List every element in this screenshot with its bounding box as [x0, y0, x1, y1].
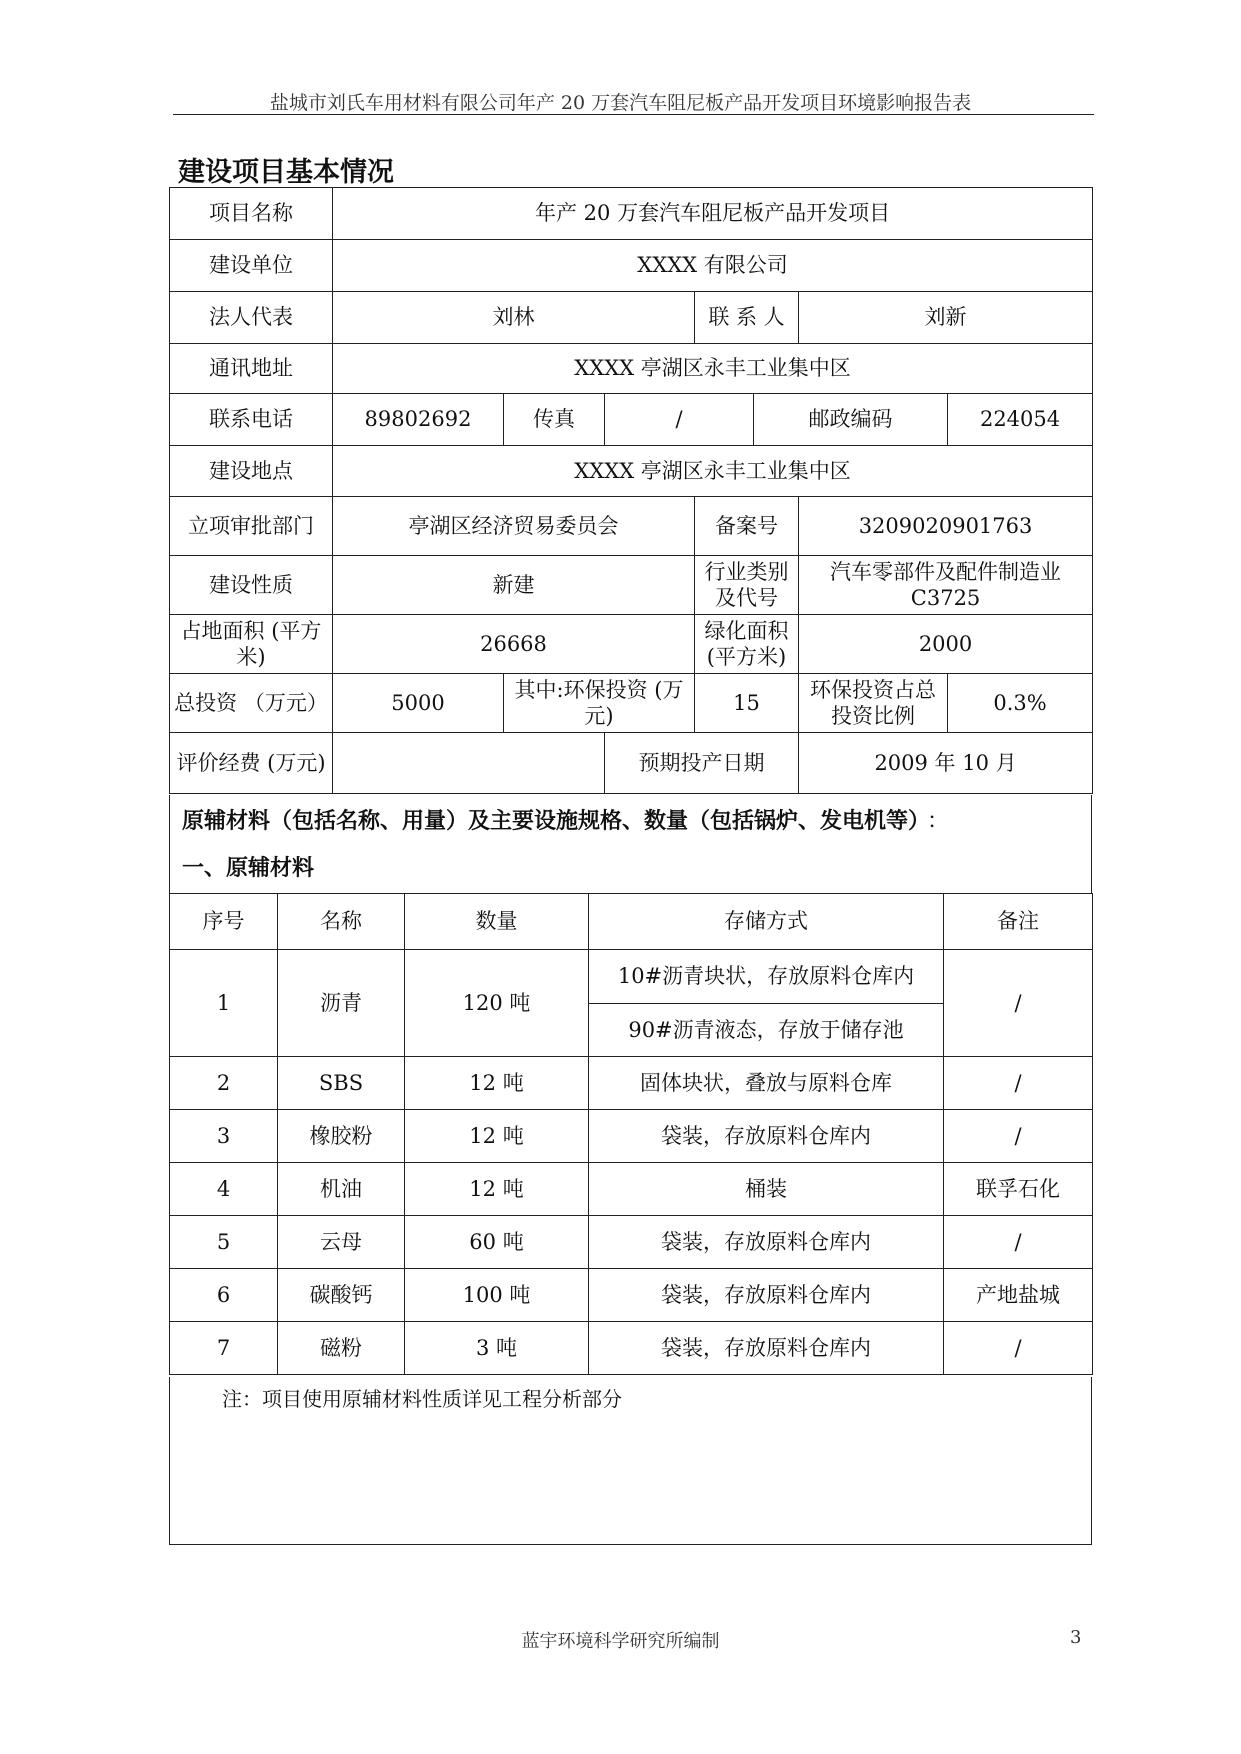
fax-value: / — [605, 394, 754, 446]
row-builder — [170, 240, 1093, 292]
materials-heading-box — [169, 795, 1092, 893]
table-row — [170, 1110, 1093, 1163]
materials-subheading: 一、原辅材料 — [182, 856, 315, 881]
project-name-value: 年产 20 万套汽车阻尼板产品开发项目 — [333, 188, 1093, 240]
row-legal-rep — [170, 292, 1093, 344]
row-storage: 固体块状，叠放与原料仓库 — [589, 1057, 944, 1110]
env-ratio-value: 0.3% — [948, 674, 1093, 733]
row-no: 7 — [170, 1322, 278, 1375]
start-date-value: 2009 年 10 月 — [799, 733, 1093, 794]
table-row — [170, 1057, 1093, 1110]
row-area — [170, 615, 1093, 674]
row-note: 产地盐城 — [944, 1269, 1093, 1322]
materials-note: 注：项目使用原辅材料性质详见工程分析部分 — [222, 1387, 622, 1411]
row-address — [170, 344, 1093, 394]
section-title: 建设项目基本情况 — [178, 157, 394, 188]
materials-heading — [182, 804, 949, 835]
row-phone — [170, 394, 1093, 446]
postcode-value: 224054 — [948, 394, 1093, 446]
address-value: XXXX 亭湖区永丰工业集中区 — [333, 344, 1093, 394]
row-no: 6 — [170, 1269, 278, 1322]
basic-info-table — [169, 187, 1093, 794]
header-rule — [173, 114, 1094, 115]
row-note: / — [944, 1110, 1093, 1163]
row-storage: 90#沥青液态，存放于储存池 — [589, 1004, 944, 1057]
site-value: XXXX 亭湖区永丰工业集中区 — [333, 446, 1093, 497]
table-row — [170, 1163, 1093, 1216]
table-row — [170, 1216, 1093, 1269]
row-approval — [170, 497, 1093, 556]
row-storage: 10#沥青块状，存放原料仓库内 — [589, 950, 944, 1004]
materials-heading-text: 原辅材料（包括名称、用量）及主要设施规格、数量（包括锅炉、发电机等） — [182, 809, 920, 834]
total-invest-label: 总投资 （万元） — [170, 674, 333, 733]
header-no: 序号 — [170, 894, 278, 950]
table-row — [170, 950, 1093, 1004]
fax-label: 传真 — [504, 394, 605, 446]
row-no: 1 — [170, 950, 278, 1057]
env-invest-value: 15 — [695, 674, 799, 733]
page-number: 3 — [1070, 1627, 1082, 1648]
row-note: / — [944, 1057, 1093, 1110]
nature-label: 建设性质 — [170, 556, 333, 615]
legal-rep-label: 法人代表 — [170, 292, 333, 344]
row-investment — [170, 674, 1093, 733]
row-nature — [170, 556, 1093, 615]
footer-org: 蓝宇环境科学研究所编制 — [521, 1631, 720, 1652]
row-no: 4 — [170, 1163, 278, 1216]
eval-fee-value — [333, 733, 605, 794]
row-qty: 60 吨 — [405, 1216, 589, 1269]
row-name: 沥青 — [278, 950, 405, 1057]
row-name: SBS — [278, 1057, 405, 1110]
row-name: 碳酸钙 — [278, 1269, 405, 1322]
row-note: / — [944, 1216, 1093, 1269]
green-area-label: 绿化面积 (平方米) — [695, 615, 799, 674]
row-project-name — [170, 188, 1093, 240]
row-note: / — [944, 950, 1093, 1057]
table-row — [170, 1322, 1093, 1375]
land-area-value: 26668 — [333, 615, 695, 674]
address-label: 通讯地址 — [170, 344, 333, 394]
row-qty: 120 吨 — [405, 950, 589, 1057]
row-no: 2 — [170, 1057, 278, 1110]
running-header: 盐城市刘氏车用材料有限公司年产 20 万套汽车阻尼板产品开发项目环境影响报告表 — [269, 92, 972, 114]
row-no: 3 — [170, 1110, 278, 1163]
materials-heading-colon: ： — [927, 809, 950, 834]
row-qty: 12 吨 — [405, 1163, 589, 1216]
header-note: 备注 — [944, 894, 1093, 950]
row-note: 联孚石化 — [944, 1163, 1093, 1216]
nature-value: 新建 — [333, 556, 695, 615]
eval-fee-label: 评价经费 (万元) — [170, 733, 333, 794]
row-qty: 3 吨 — [405, 1322, 589, 1375]
table-row — [170, 1269, 1093, 1322]
legal-rep-value: 刘林 — [333, 292, 695, 344]
phone-value: 89802692 — [333, 394, 504, 446]
row-storage: 袋装，存放原料仓库内 — [589, 1269, 944, 1322]
industry-value: 汽车零部件及配件制造业 C3725 — [799, 556, 1093, 615]
site-label: 建设地点 — [170, 446, 333, 497]
row-storage: 袋装，存放原料仓库内 — [589, 1216, 944, 1269]
materials-note-box — [169, 1377, 1092, 1545]
project-name-label: 项目名称 — [170, 188, 333, 240]
row-name: 机油 — [278, 1163, 405, 1216]
total-invest-value: 5000 — [333, 674, 504, 733]
contact-label: 联 系 人 — [695, 292, 799, 344]
row-storage: 袋装，存放原料仓库内 — [589, 1322, 944, 1375]
row-eval-fee — [170, 733, 1093, 794]
land-area-label: 占地面积 (平方米) — [170, 615, 333, 674]
phone-label: 联系电话 — [170, 394, 333, 446]
row-name: 云母 — [278, 1216, 405, 1269]
contact-value: 刘新 — [799, 292, 1093, 344]
header-qty: 数量 — [405, 894, 589, 950]
industry-label: 行业类别及代号 — [695, 556, 799, 615]
row-storage: 桶装 — [589, 1163, 944, 1216]
row-qty: 12 吨 — [405, 1110, 589, 1163]
row-note: / — [944, 1322, 1093, 1375]
header-name: 名称 — [278, 894, 405, 950]
materials-header-row — [170, 894, 1093, 950]
env-ratio-label: 环保投资占总投资比例 — [799, 674, 948, 733]
row-name: 橡胶粉 — [278, 1110, 405, 1163]
approval-dept-value: 亭湖区经济贸易委员会 — [333, 497, 695, 556]
record-no-value: 3209020901763 — [799, 497, 1093, 556]
postcode-label: 邮政编码 — [754, 394, 948, 446]
env-invest-label: 其中:环保投资 (万元) — [504, 674, 695, 733]
header-storage: 存储方式 — [589, 894, 944, 950]
row-qty: 12 吨 — [405, 1057, 589, 1110]
builder-value: XXXX 有限公司 — [333, 240, 1093, 292]
start-date-label: 预期投产日期 — [605, 733, 799, 794]
record-no-label: 备案号 — [695, 497, 799, 556]
row-site — [170, 446, 1093, 497]
row-storage: 袋装，存放原料仓库内 — [589, 1110, 944, 1163]
approval-dept-label: 立项审批部门 — [170, 497, 333, 556]
row-no: 5 — [170, 1216, 278, 1269]
builder-label: 建设单位 — [170, 240, 333, 292]
row-name: 磁粉 — [278, 1322, 405, 1375]
materials-table — [169, 893, 1093, 1375]
green-area-value: 2000 — [799, 615, 1093, 674]
row-qty: 100 吨 — [405, 1269, 589, 1322]
